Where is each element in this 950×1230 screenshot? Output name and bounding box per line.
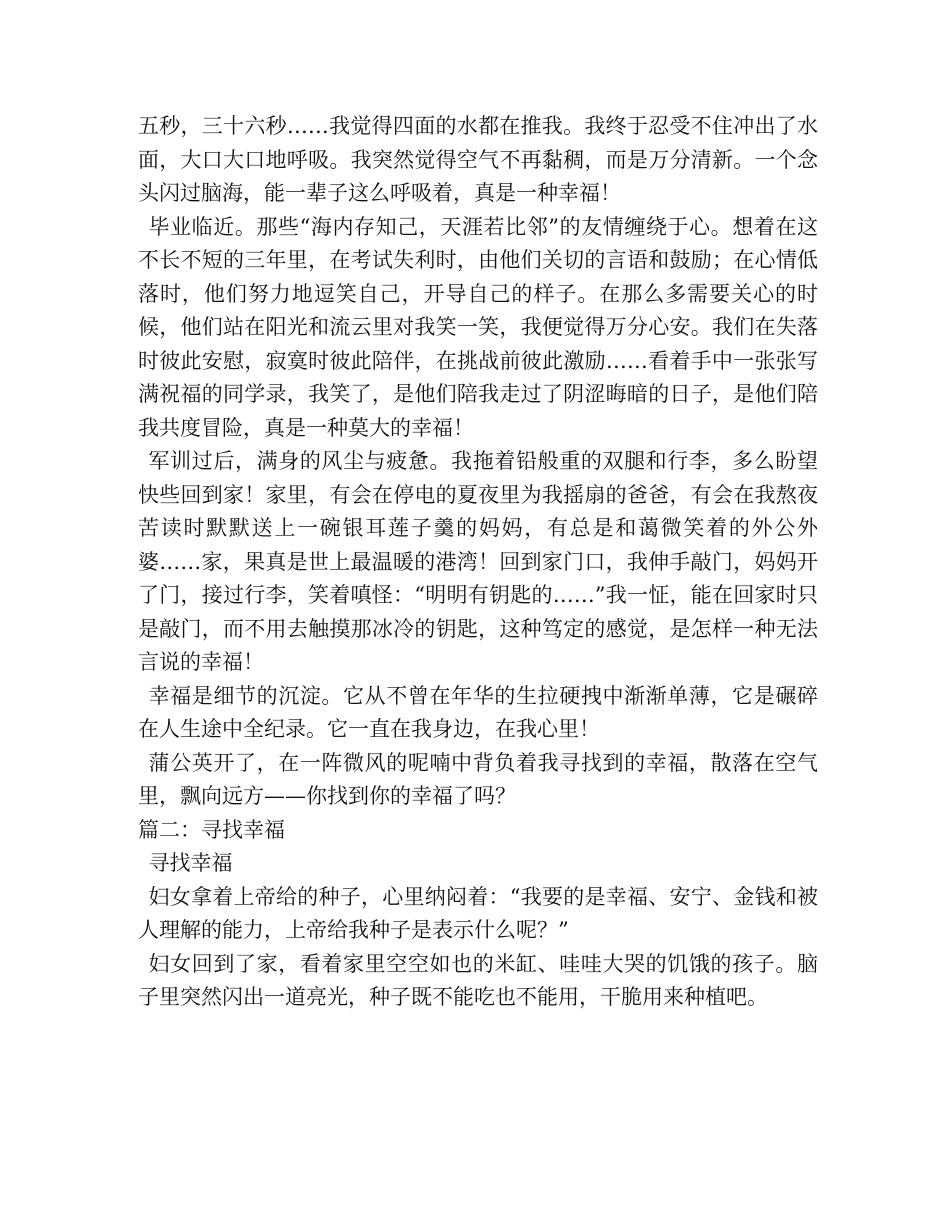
paragraph-2: 毕业临近。那些“海内存知己，天涯若比邻”的友情缠绕于心。想着在这不长不短的三年里，在考试失利时，由他们关切的言语和鼓励；在心情低落时，他们努力地逗笑自己，开导自己的样子。在那么多需要关心的时候，他们站在阳光和流云里对我笑一笑，我便觉得万分心安。我们在失落时彼此安慰，寂寞时彼此陪伴，在挑战前彼此激励……看着手中一张张写满祝福的同学录，我笑了，是他们陪我走过了阴涩晦暗的日子，是他们陪我共度冒险，真是一种莫大的幸福！ <box>138 214 818 440</box>
section-title: 寻找幸福 <box>148 851 233 875</box>
paragraph-3: 军训过后，满身的风尘与疲惫。我拖着铅般重的双腿和行李，多么盼望快些回到家！家里，有会在停电的夏夜里为我摇扇的爸爸，有会在我熬夜苦读时默默送上一碗银耳莲子羹的妈妈，有总是和蔼微笑着的外公外婆……家，果真是世上最温暖的港湾！回到家门口，我伸手敲门，妈妈开了门，接过行李，笑着嗔怪：“明明有钥匙的……”我一怔，能在回家时只是敲门，而不用去触摸那冰冷的钥匙，这种笃定的感觉，是怎样一种无法言说的幸福！ <box>138 449 818 674</box>
paragraph-5: 蒲公英开了，在一阵微风的呢喃中背负着我寻找到的幸福，散落在空气里，飘向远方——你找到你的幸福了吗？ <box>138 750 818 808</box>
paragraph-4: 幸福是细节的沉淀。它从不曾在年华的生拉硬拽中渐渐单薄，它是碾碎在人生途中全纪录。它一直在我身边，在我心里！ <box>138 683 818 741</box>
paragraph-6: 妇女拿着上帝给的种子，心里纳闷着：“我要的是幸福、安宁、金钱和被人理解的能力，上帝给我种子是表示什么呢？” <box>138 884 818 942</box>
document-page <box>138 110 818 1015</box>
section-heading: 篇二：寻找幸福 <box>138 817 285 842</box>
paragraph-1: 五秒，三十六秒……我觉得四面的水都在推我。我终于忍受不住冲出了水面，大口大口地呼吸。我突然觉得空气不再黏稠，而是万分清新。一个念头闪过脑海，能一辈子这么呼吸着，真是一种幸福！ <box>138 114 818 205</box>
paragraph-7: 妇女回到了家，看着家里空空如也的米缸、哇哇大哭的饥饿的孩子。脑子里突然闪出一道亮光，种子既不能吃也不能用，干脆用来种植吧。 <box>138 951 818 1009</box>
